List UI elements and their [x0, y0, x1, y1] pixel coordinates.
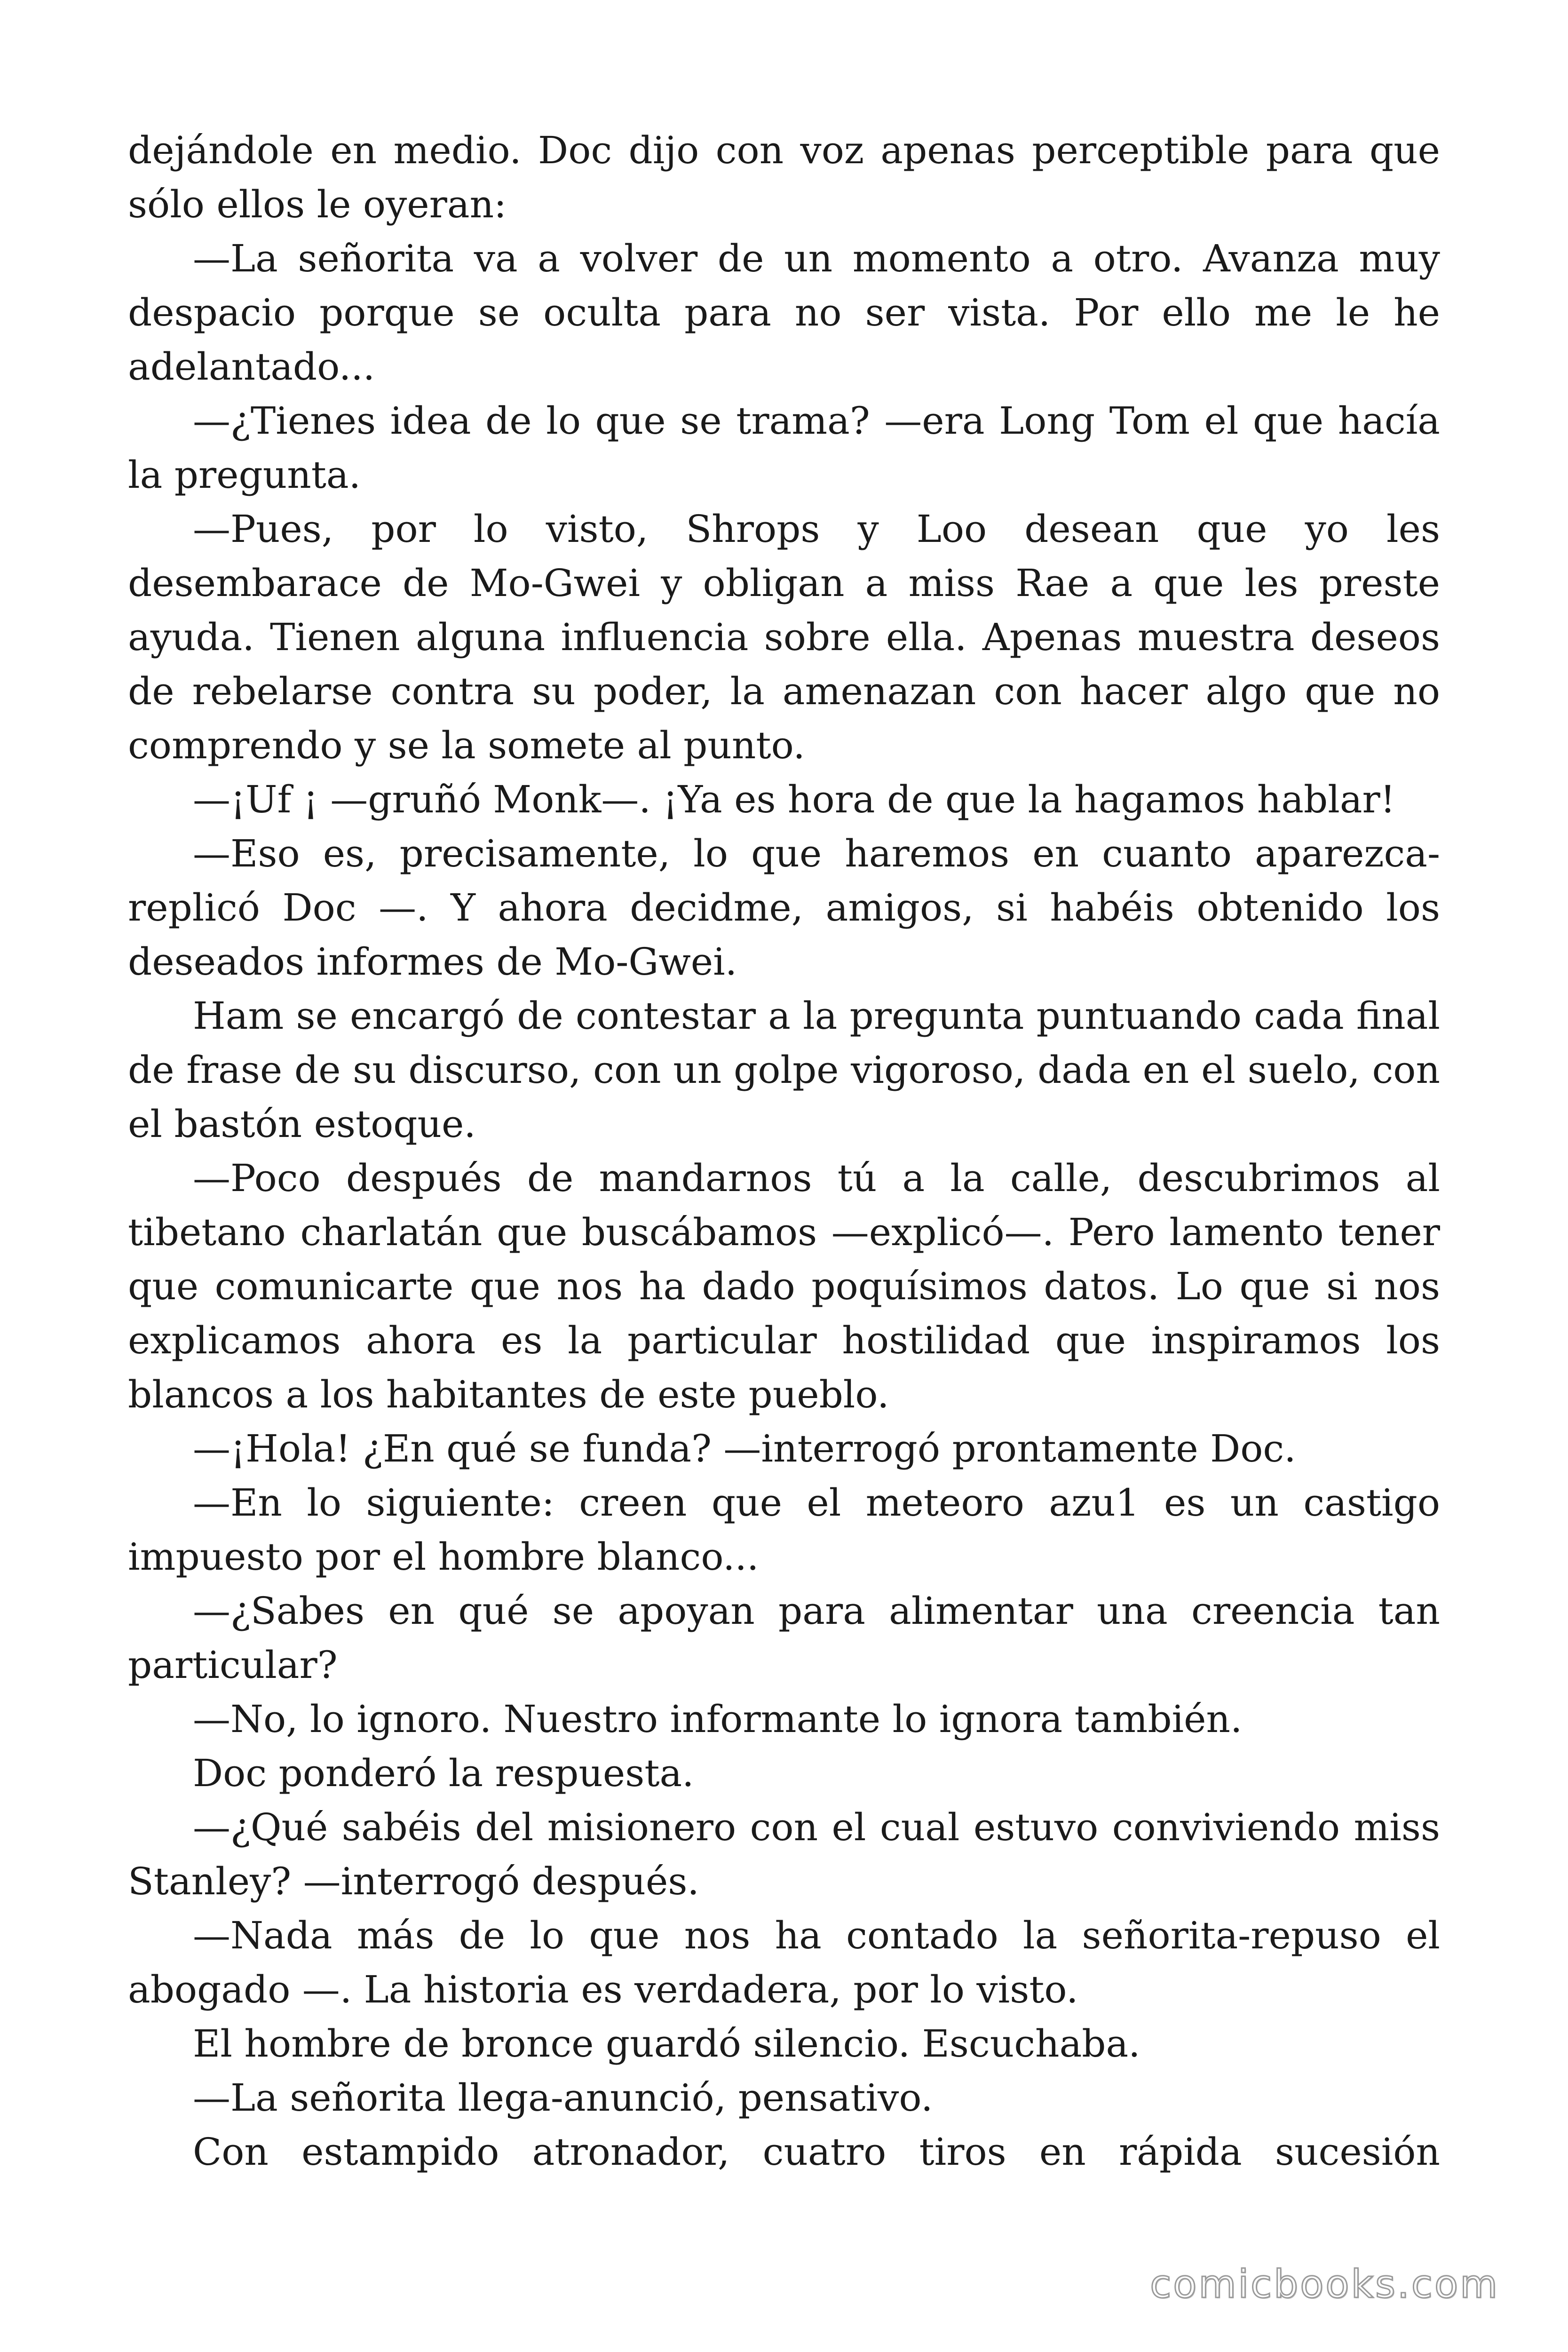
paragraph-14: —¿Qué sabéis del misionero con el cual estuvo conviviendo miss Stanley? —interrogó después.	[128, 1805, 1440, 1903]
paragraph-3: —¿Tienes idea de lo que se trama? —era Long Tom el que hacía la pregunta.	[128, 399, 1440, 497]
paragraph-17: —La señorita llega-anunció, pensativo.	[193, 2076, 933, 2120]
paragraph-15: —Nada más de lo que nos ha contado la señorita-repuso el abogado —. La historia es verdadera, por lo visto.	[128, 1914, 1440, 2011]
paragraph-8: —Poco después de mandarnos tú a la calle, descubrimos al tibetano charlatán que buscábamos —explicó—. Pero lamento tener que comunicarte que nos ha dado poquísimos datos. Lo que si nos explicamos ahora es la particular hostilidad que inspiramos los blancos a los habitantes de este pueblo.	[128, 1156, 1440, 1416]
paragraph-7: Ham se encargó de contestar a la pregunta puntuando cada final de frase de su discurso, con un golpe vigoroso, dada en el suelo, con el bastón estoque.	[128, 994, 1440, 1146]
paragraph-13: Doc ponderó la respuesta.	[193, 1751, 694, 1795]
paragraph-2: —La señorita va a volver de un momento a otro. Avanza muy despacio porque se oculta para no ser vista. Por ello me le he adelantado...	[128, 237, 1440, 389]
paragraph-6: —Eso es, precisamente, lo que haremos en cuanto aparezca-replicó Doc —. Y ahora decidme, amigos, si habéis obtenido los deseados informes de Mo-Gwei.	[128, 832, 1440, 984]
paragraph-18: Con estampido atronador, cuatro tiros en rápida sucesión	[193, 2130, 1440, 2174]
watermark-text: comicbooks.com	[1150, 2262, 1499, 2307]
paragraph-10: —En lo siguiente: creen que el meteoro azu1 es un castigo impuesto por el hombre blanco...	[128, 1481, 1440, 1579]
page-body	[128, 123, 1440, 2179]
paragraph-16: El hombre de bronce guardó silencio. Escuchaba.	[193, 2022, 1140, 2066]
paragraph-11: —¿Sabes en qué se apoyan para alimentar una creencia tan particular?	[128, 1589, 1440, 1687]
paragraph-4: —Pues, por lo visto, Shrops y Loo desean que yo les desembarace de Mo-Gwei y obligan a miss Rae a que les preste ayuda. Tienen alguna influencia sobre ella. Apenas muestra deseos de rebelarse contra su poder, la amenazan con hacer algo que no comprendo y se la somete al punto.	[128, 507, 1440, 767]
paragraph-1: dejándole en medio. Doc dijo con voz apenas perceptible para que sólo ellos le oyeran:	[128, 128, 1440, 226]
paragraph-9: —¡Hola! ¿En qué se funda? —interrogó prontamente Doc.	[193, 1427, 1296, 1470]
paragraph-5: —¡Uf ¡ —gruñó Monk—. ¡Ya es hora de que la hagamos hablar!	[193, 778, 1395, 821]
paragraph-12: —No, lo ignoro. Nuestro informante lo ignora también.	[193, 1697, 1243, 1741]
